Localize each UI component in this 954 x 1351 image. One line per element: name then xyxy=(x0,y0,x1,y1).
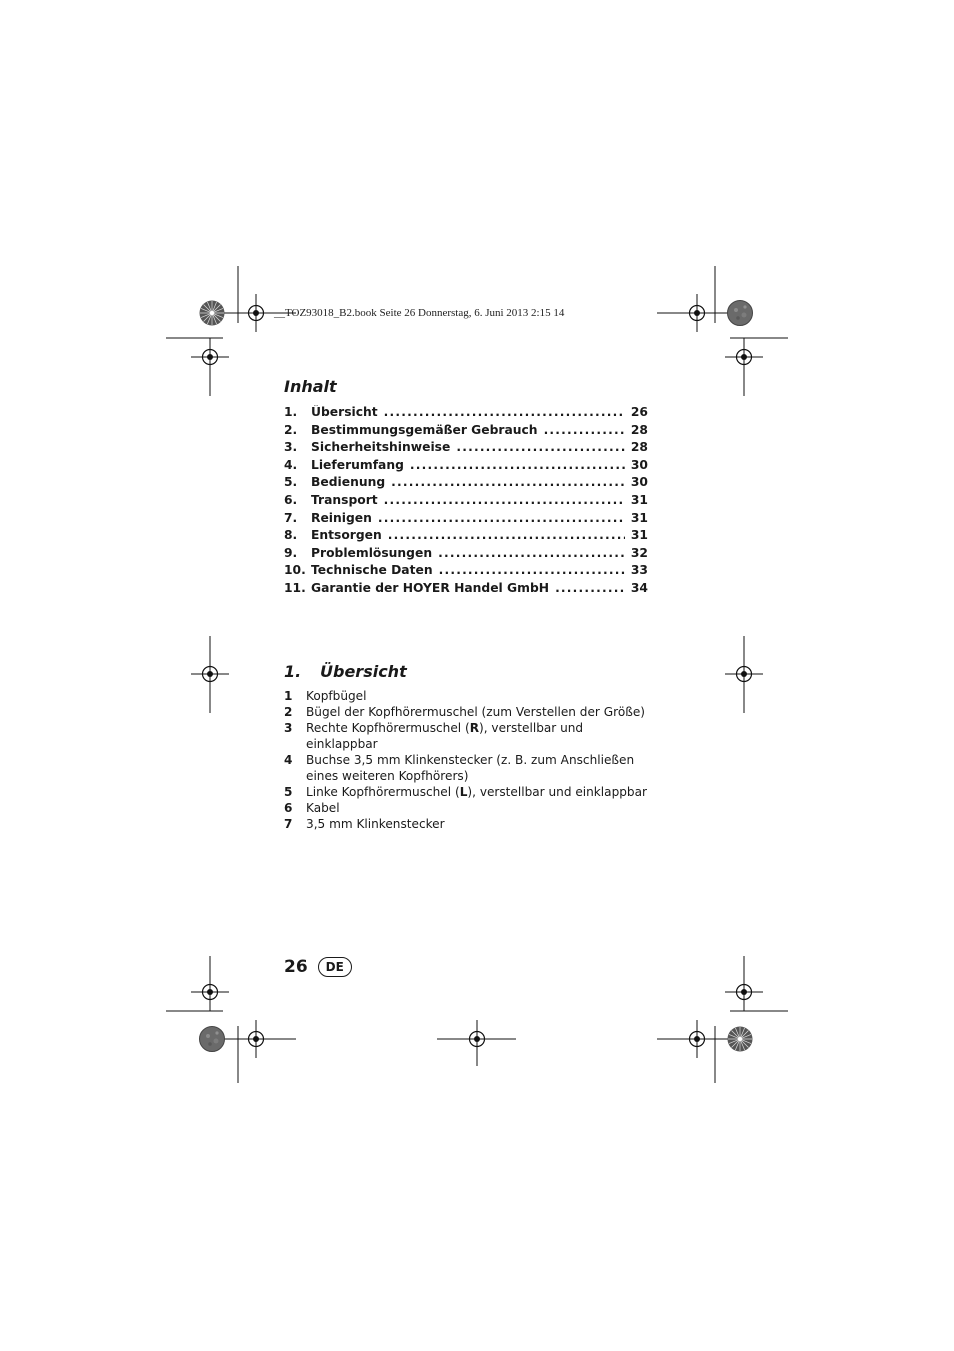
toc-entry-page: 34 xyxy=(630,580,648,595)
toc-entry-page: 28 xyxy=(630,422,648,437)
toc-entry-number: 5. xyxy=(284,475,298,490)
toc-leader-dots xyxy=(438,546,625,560)
part-description xyxy=(306,720,654,752)
part-number: 1 xyxy=(284,689,293,703)
part-text-segment: Kopfbügel xyxy=(306,689,367,703)
part-text-segment: ), verstellbar und einklappbar xyxy=(467,785,647,799)
page-number: 26 xyxy=(284,957,308,977)
part-number: 6 xyxy=(284,801,293,815)
toc-entry-page: 32 xyxy=(630,545,648,560)
parts-list xyxy=(284,688,654,832)
toc-entry-page: 30 xyxy=(630,475,648,490)
toc-entry-number: 6. xyxy=(284,492,298,507)
toc-entry-page: 31 xyxy=(630,510,648,525)
part-side-marker: R xyxy=(469,721,480,735)
part-text-segment: Buchse 3,5 mm Klinkenstecker (z. B. zum Anschließen eines weiteren Kopfhörers) xyxy=(306,753,635,783)
toc-entry-label: Transport xyxy=(311,492,378,507)
part-item xyxy=(284,816,654,832)
toc-leader-dots xyxy=(439,563,625,577)
part-text-segment: Kabel xyxy=(306,801,340,815)
part-text-segment: Linke Kopfhörermuschel ( xyxy=(306,785,460,799)
toc-entry xyxy=(284,475,648,493)
part-number: 5 xyxy=(284,785,293,799)
toc-entry-number: 10. xyxy=(284,563,306,578)
toc-entry-label: Bedienung xyxy=(311,475,386,490)
toc-entry-label: Übersicht xyxy=(311,405,378,419)
toc-leader-dots xyxy=(544,423,625,437)
toc-entry xyxy=(284,581,648,599)
toc-leader-dots xyxy=(391,475,625,489)
page-footer xyxy=(284,957,352,977)
toc-entry xyxy=(284,458,648,476)
toc-heading: Inhalt xyxy=(284,377,337,396)
section-heading xyxy=(284,662,407,681)
part-text-segment: Rechte Kopfhörermuschel ( xyxy=(306,721,470,735)
language-badge: DE xyxy=(318,957,352,977)
toc-entry-page: 26 xyxy=(630,405,648,419)
toc-leader-dots xyxy=(555,581,625,595)
toc-entry-label: Garantie der HOYER Handel GmbH xyxy=(311,580,550,595)
toc-entry-label: Entsorgen xyxy=(311,528,382,543)
toc-entry-label: Reinigen xyxy=(311,510,372,525)
part-number: 3 xyxy=(284,721,293,735)
toc-entry xyxy=(284,528,648,546)
part-text-segment: Bügel der Kopfhörermuschel (zum Verstellen der Größe) xyxy=(306,705,645,719)
part-side-marker: L xyxy=(459,785,468,799)
toc-leader-dots xyxy=(378,511,625,525)
toc-entry-page: 31 xyxy=(630,528,648,543)
toc-leader-dots xyxy=(456,440,625,454)
toc-leader-dots xyxy=(384,493,625,507)
toc-entry xyxy=(284,546,648,564)
toc-entry xyxy=(284,493,648,511)
toc-entry-page: 30 xyxy=(630,457,648,472)
table-of-contents xyxy=(284,405,648,599)
toc-leader-dots xyxy=(384,405,625,419)
part-item xyxy=(284,784,654,800)
part-description xyxy=(306,752,654,784)
part-item xyxy=(284,688,654,704)
toc-leader-dots xyxy=(388,528,625,542)
part-description xyxy=(306,800,654,816)
toc-entry-number: 7. xyxy=(284,510,298,525)
print-slug-line: __TOZ93018_B2.book Seite 26 Donnerstag, 6. Juni 2013 2:15 14 xyxy=(274,307,565,319)
part-description xyxy=(306,704,654,720)
toc-entry xyxy=(284,405,648,423)
toc-entry-label: Sicherheitshinweise xyxy=(311,440,451,455)
toc-entry-page: 33 xyxy=(630,563,648,578)
part-number: 4 xyxy=(284,753,293,767)
part-number: 7 xyxy=(284,817,293,831)
toc-entry xyxy=(284,423,648,441)
toc-entry-number: 11. xyxy=(284,580,306,595)
part-number: 2 xyxy=(284,705,293,719)
part-item xyxy=(284,752,654,784)
toc-entry-page: 28 xyxy=(630,440,648,455)
part-item xyxy=(284,704,654,720)
toc-entry-number: 1. xyxy=(284,405,298,419)
part-item xyxy=(284,800,654,816)
toc-leader-dots xyxy=(410,458,625,472)
toc-entry-number: 8. xyxy=(284,528,298,543)
toc-entry xyxy=(284,440,648,458)
part-description xyxy=(306,688,654,704)
toc-entry-label: Lieferumfang xyxy=(311,457,404,472)
toc-entry xyxy=(284,563,648,581)
part-text-segment: ), verstellbar und einklappbar xyxy=(306,721,584,751)
part-text-segment: 3,5 mm Klinkenstecker xyxy=(306,817,445,831)
toc-entry-number: 4. xyxy=(284,457,298,472)
toc-entry-label: Problemlösungen xyxy=(311,545,433,560)
toc-entry-number: 3. xyxy=(284,440,298,455)
toc-entry-label: Bestimmungsgemäßer Gebrauch xyxy=(311,422,538,437)
part-description xyxy=(306,784,654,800)
part-item xyxy=(284,720,654,752)
toc-entry-number: 2. xyxy=(284,422,298,437)
toc-entry-page: 31 xyxy=(630,492,648,507)
toc-entry-number: 9. xyxy=(284,545,298,560)
toc-entry-label: Technische Daten xyxy=(311,563,433,578)
section-number: 1. xyxy=(284,662,302,681)
part-description xyxy=(306,816,654,832)
toc-entry xyxy=(284,511,648,529)
section-title: Übersicht xyxy=(320,662,407,681)
